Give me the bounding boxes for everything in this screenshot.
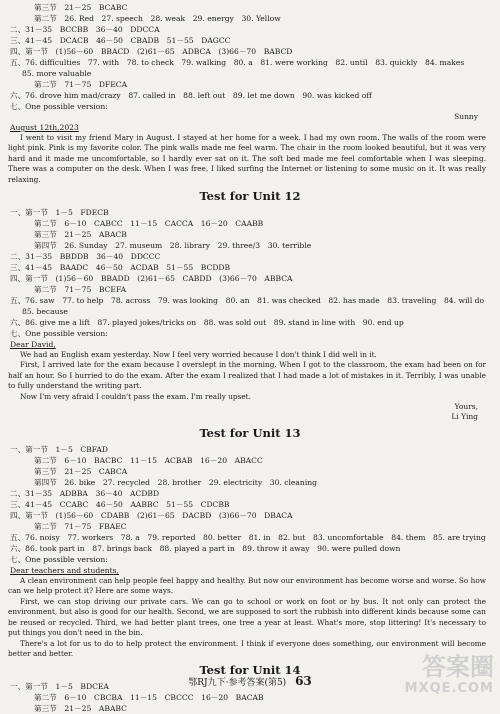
page-number: 63 (295, 674, 312, 688)
essay-closing: Yours, (454, 402, 478, 412)
answer-line: 一、第一节 1－5 CBFAD (10, 445, 108, 455)
essay-paragraph: I went to visit my friend Mary in August. I stayed at her home for a week. I had my own room. The walls of the room were light pink. Pink is my favorite color. The pink walls made me feel warm. The chair in the room looked beautiful, but it was very hard and it made me uncomfortable, so I hardly ever sat on it. The soft bed made me feel comfortable when I was sleeping. There was a computer on the desk. When I was free, I liked surfing the Internet or listening to some music on it. It was really relaxing. (8, 133, 486, 184)
watermark-text: 答案圈 (422, 653, 494, 681)
answer-line: 第二节 71－75 DFECA (34, 80, 128, 89)
answer-line: 第四节 26. bike 27. recycled 28. brother 29. electricity 30. cleaning (34, 478, 317, 488)
essay-paragraph: First, we can stop driving our private cars. We can go to school or work on foot or by bus. It not only can protect the environment, but also is good for our health. Second, we are supposed to sort the rubbish into different kinds because some can be reused or recycled. Third, we had better plant trees, one tree a year at least. What's more, stop littering! It's necessary to put things you don't need in the bin. (8, 596, 486, 638)
answer-line: 一、第一节 1－5 FDECB (10, 208, 109, 218)
answer-line: 四、第一节 (1)56－60 BBACD (2)61－65 ADBCA (3)66－70 BABCD (10, 47, 293, 56)
essay-signature: Li Ying (451, 412, 478, 422)
answer-line: 85. more valuable (22, 69, 92, 78)
essay-paragraph: There's a lot for us to do to help protect the environment. I think if everyone does something, our environment will become better and better. (8, 638, 486, 658)
answer-line: 一、第一节 1－5 BDCEA (10, 682, 109, 692)
answer-line: 五、76. saw 77. to help 78. across 79. was looking 80. an 81. was checked 82. has made 83. traveling 84. will do (10, 296, 485, 306)
unit-13-title: Test for Unit 13 (199, 426, 301, 441)
essay-salutation: Dear teachers and students, (10, 566, 119, 576)
answer-line: 第三节 21－25 BCABC (34, 3, 128, 12)
answer-line: 七、One possible version: (10, 555, 108, 565)
answer-line: 五、76. difficulties 77. with 78. to check 79. walking 80. a 81. were working 82. until 83. quickly 84. makes (10, 58, 465, 67)
answer-line: 六、86. give me a lift 87. played jokes/tricks on 88. was sold out 89. stand in line with 90. end up (10, 318, 404, 328)
answer-line: 四、第一节 (1)56－60 BBADD (2)61－65 CABDD (3)66－70 ABBCA (10, 274, 293, 284)
unit-12-answers (8, 207, 492, 339)
answer-line: 第二节 26. Red 27. speech 28. weak 29. energy 30. Yellow (34, 14, 281, 23)
answer-line: 二、31－35 ADBBA 36－40 ACDBD (10, 489, 160, 499)
footer-label: 鄂RJ九下·参考答案(第5) (188, 678, 287, 688)
essay-paragraph: First, I arrived late for the exam because I overslept in the morning. When I got to the classroom, the exam had been on for half an hour. So I hurried to do the exam. After the exam I realized that I had made a lot of mistakes in it. Terribly, I was unable to fully understand the writing part. (8, 360, 486, 391)
answer-line: 第二节 6－10 CABCC 11－15 CACCA 16－20 CAABB (34, 219, 264, 229)
unit-13-answers (8, 444, 492, 565)
essay-1 (8, 112, 492, 185)
top-answers (8, 0, 492, 112)
watermark-logo (394, 653, 494, 696)
answer-line: 85. because (22, 307, 68, 317)
answer-line: 第二节 6－10 BACBC 11－15 ACBAB 16－20 ABACC (34, 456, 263, 466)
essay-date: August 12th,2023 (10, 123, 79, 132)
answer-line: 第三节 21－25 ABABC (34, 704, 127, 714)
unit-12-title: Test for Unit 12 (199, 189, 301, 204)
essay-paragraph: A clean environment can help people feel happy and healthy. But now our environment has become worse and worse. So how can we help protect it? Here are some ways. (8, 576, 486, 596)
watermark-url: MXQE.COM (404, 681, 494, 696)
answer-line: 五、76. noisy 77. workers 78. a 79. reported 80. better 81. in 82. but 83. uncomfortable 84. them 85. are trying (10, 533, 486, 543)
answer-line: 三、41－45 DCACB 46－50 CBADB 51－55 DAGCC (10, 36, 231, 45)
answer-line: 第四节 26. Sunday 27. museum 28. library 29. three/3 30. terrible (34, 241, 312, 251)
answer-line: 第二节 71－75 BCEFA (34, 285, 127, 295)
essay-3 (8, 565, 492, 659)
answer-line: 六、76. drove him mad/crazy 87. called in 88. left out 89. let me down 90. was kicked off (10, 91, 372, 100)
essay-salutation: Dear David, (10, 340, 56, 350)
essay-paragraph: Now I'm very afraid I couldn't pass the exam. I'm really upset. (20, 391, 251, 401)
answer-line: 七、One possible version: (10, 329, 108, 339)
essay-paragraph: We had an English exam yesterday. Now I feel very worried because I don't think I did well in it. (20, 350, 377, 360)
essay-2 (8, 339, 492, 422)
answer-line: 三、41－45 CCABC 46－50 AABBC 51－55 CDCBB (10, 500, 230, 510)
unit-14-title: Test for Unit 14 (199, 663, 301, 678)
answer-line: 第二节 71－75 FBAEC (34, 522, 127, 532)
answer-line: 七、One possible version: (10, 102, 108, 111)
answer-line: 六、86. took part in 87. brings back 88. played a part in 89. throw it away 90. were pulled down (10, 544, 401, 554)
answer-line: 四、第一节 (1)56－60 CDABB (2)61－65 DACBD (3)66－70 DBACA (10, 511, 293, 521)
answer-line: 二、31－35 BCCBB 36－40 DDCCA (10, 25, 160, 34)
answer-line: 第三节 21－25 CABCA (34, 467, 128, 477)
essay-signature: Sunny (454, 112, 478, 121)
answer-line: 第二节 6－10 CBCBA 11－15 CBCCC 16－20 BACAB (34, 693, 264, 703)
answer-line: 二、31－35 BBDDB 36－40 DDCCC (10, 252, 161, 262)
answer-line: 第三节 21－25 ABACB (34, 230, 127, 240)
answer-line: 三、41－45 BAADC 46－50 ACDAB 51－55 BCDDB (10, 263, 231, 273)
